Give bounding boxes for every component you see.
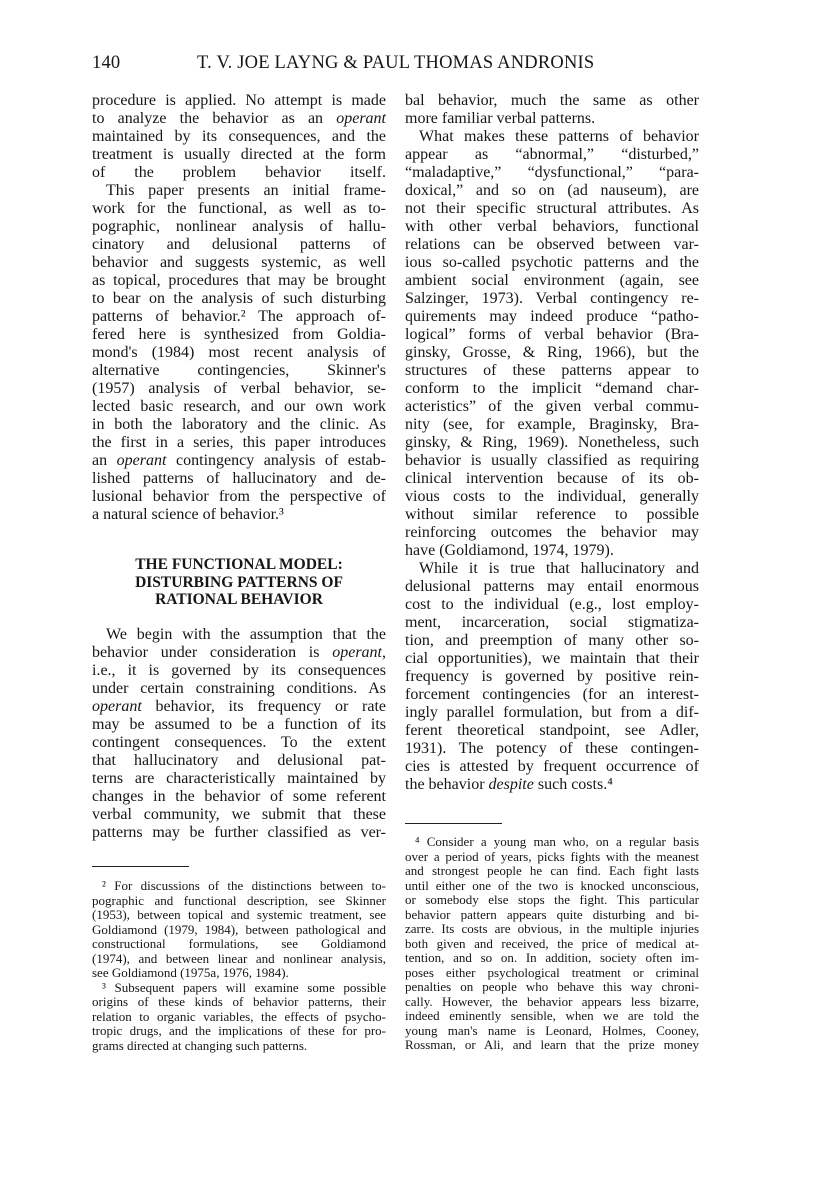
text-line: constructional formulations, see Goldiamond — [92, 936, 386, 951]
footnote-divider — [405, 823, 502, 824]
text-line: operant behavior, its frequency or rate — [92, 697, 386, 715]
text-line: tropic drugs, and the implications of these for pro- — [92, 1023, 386, 1038]
text-line: vious costs to the individual, generally — [405, 488, 699, 505]
left-column — [92, 92, 386, 842]
footnote-3 — [92, 981, 386, 1054]
paragraph — [92, 182, 386, 524]
text-line: and strongest people he can find. Each fight lasts — [405, 863, 699, 878]
text-line: not their specific structural attributes. As — [405, 200, 699, 217]
text-line: ² For discussions of the distinctions between to- — [102, 878, 386, 893]
text-line: cies is attested by frequent occurrence of — [405, 758, 699, 775]
text-line: procedure is applied. No attempt is made — [92, 92, 386, 109]
text-line: origins of these kinds of behavior patterns, their — [92, 994, 386, 1009]
text-line: behavior under consideration is operant, — [92, 643, 386, 661]
text-line: the behavior despite such costs.⁴ — [405, 776, 613, 793]
text-line: logical” forms of verbal behavior (Bra- — [405, 326, 699, 343]
text-line: i.e., it is governed by its consequences — [92, 661, 386, 679]
text-line: forcement contingencies (for an interest- — [405, 686, 699, 703]
section-heading-line: RATIONAL BEHAVIOR — [155, 591, 323, 608]
section-heading-line: DISTURBING PATTERNS OF — [135, 573, 343, 591]
text-line: relation to organic variables, the effects of psycho- — [92, 1008, 386, 1024]
italic-word: operant — [332, 643, 382, 661]
text-line: tion, and preemption of many other so- — [405, 632, 699, 649]
text-line: penalties on people who behave this way chroni- — [405, 979, 699, 994]
text-line: acteristics” of the given verbal commu- — [405, 398, 699, 415]
text-line: doxical,” and so on (ad nauseum), are — [405, 182, 699, 199]
text-line: an operant contingency analysis of estab- — [92, 452, 386, 469]
text-line: delusional patterns may entail enormous — [405, 578, 699, 595]
text-line: ambient social environment (again, see — [405, 272, 699, 289]
text-line: bal behavior, much the same as other — [405, 92, 699, 109]
text-line: alternative contingencies, Skinner's — [92, 362, 386, 379]
text-line: fered here is synthesized from Goldia- — [92, 326, 386, 343]
text-line: to bear on the analysis of such disturbing — [92, 290, 386, 307]
footnote-divider — [92, 866, 189, 867]
footnote-4 — [405, 835, 699, 1053]
italic-word: operant — [336, 110, 386, 127]
text-line: behavior is usually classified as requiring — [405, 452, 699, 469]
text-line: under certain constraining conditions. As — [92, 679, 386, 697]
italic-word: despite — [488, 776, 534, 793]
text-line: or somebody else stops the fight. This particular — [405, 892, 699, 907]
text-line: ferent theoretical standpoint, see Adler, — [405, 722, 699, 739]
text-line: ingly parallel formulation, but from a dif- — [405, 704, 699, 721]
text-line: Salzinger, 1973). Verbal contingency re- — [405, 290, 699, 307]
paragraph — [405, 92, 699, 128]
text-line: (1953), between topical and systemic treatment, see — [92, 907, 386, 922]
italic-word: operant — [92, 697, 142, 715]
footnotes-right — [405, 835, 699, 1053]
text-line: pographic and functional description, see Skinner — [92, 892, 386, 908]
paragraph — [92, 92, 386, 182]
text-line: ginsky, Grosse, & Ring, 1966), but the — [405, 344, 699, 361]
text-line: We begin with the assumption that the — [106, 625, 386, 643]
text-line: indeed eminently sensible, when we are told the — [405, 1008, 699, 1023]
text-line: contingent consequences. To the extent — [92, 733, 386, 751]
text-line: over a period of years, picks fights with the meanest — [405, 848, 699, 864]
text-line: Rossman, or Ali, and learn that the prize money — [405, 1037, 699, 1052]
text-line: in both the laboratory and the clinic. As — [92, 416, 386, 433]
text-line: (1974), and between linear and nonlinear analysis, — [92, 950, 386, 966]
text-line: a natural science of behavior.³ — [92, 506, 284, 523]
text-line: changes in the behavior of some referent — [92, 787, 386, 805]
text-line: until either one of the two is knocked unconscious, — [405, 877, 699, 893]
text-line: conform to the implicit “demand char- — [405, 380, 699, 397]
text-line: patterns may be further classified as ver- — [92, 823, 386, 841]
text-line: While it is true that hallucinatory and — [419, 560, 699, 577]
text-line: work for the functional, as well as to- — [92, 200, 386, 217]
paragraph — [92, 626, 386, 842]
text-line: behavior and suggests systemic, as well — [92, 254, 386, 271]
text-line: lected basic research, and our own work — [92, 398, 386, 415]
text-line: cinatory and delusional patterns of — [92, 236, 386, 253]
text-line: quirements may indeed produce “patho- — [405, 308, 699, 325]
text-line: structures of these patterns appear to — [405, 362, 699, 379]
text-line: cally. However, the behavior appears less bizarre, — [405, 993, 699, 1009]
section-heading — [92, 556, 386, 609]
text-line: more familiar verbal patterns. — [405, 110, 596, 127]
text-line: the first in a series, this paper introduces — [92, 434, 386, 451]
text-line: poses either psychological treatment or criminal — [405, 964, 699, 980]
text-line: as topical, procedures that may be brought — [92, 272, 386, 289]
section-heading-line: THE FUNCTIONAL MODEL: — [135, 556, 343, 573]
text-line: grams directed at changing such patterns. — [92, 1037, 308, 1053]
text-line: ious so-called psychotic patterns and the — [405, 254, 699, 271]
text-line: lusional behavior from the perspective of — [92, 488, 386, 505]
text-line: maintained by its consequences, and the — [92, 128, 386, 145]
text-line: 1931). The potency of these contingen- — [405, 740, 699, 757]
text-line: see Goldiamond (1975a, 1976, 1984). — [92, 965, 289, 980]
text-line: young man's name is Leonard, Holmes, Cooney, — [405, 1022, 699, 1038]
text-line: Goldiamond (1979, 1984), between pathological and — [92, 921, 386, 937]
text-line: patterns of behavior.² The approach of- — [92, 308, 386, 325]
text-line: What makes these patterns of behavior — [419, 128, 699, 145]
text-line: cial opportunities), we maintain that their — [405, 650, 699, 667]
text-line: ment, incarceration, social stigmatiza- — [405, 614, 699, 631]
text-line: zarre. Its costs are obvious, in the multiple injuries — [405, 921, 699, 936]
italic-word: operant — [116, 452, 167, 469]
text-line: terns are characteristically maintained by — [92, 769, 386, 787]
text-line: appear as “abnormal,” “disturbed,” — [405, 146, 699, 163]
right-column — [405, 92, 699, 794]
footnotes-left — [92, 879, 386, 1053]
text-line: mond's (1984) most recent analysis of — [92, 344, 386, 361]
text-line: tention, and so on. In addition, society often im- — [405, 950, 699, 965]
text-line: without similar reference to possible — [405, 506, 699, 523]
footnote-2 — [92, 879, 386, 981]
text-line: (1957) analysis of verbal behavior, se- — [92, 380, 386, 397]
text-line: This paper presents an initial frame- — [106, 182, 386, 199]
text-line: lished patterns of hallucinatory and de- — [92, 470, 386, 487]
page-number: 140 — [92, 53, 121, 73]
text-line: that hallucinatory and delusional pat- — [92, 751, 386, 769]
text-line: cost to the individual (e.g., lost employ- — [405, 596, 699, 613]
text-line: treatment is usually directed at the form — [92, 146, 386, 163]
text-line: have (Goldiamond, 1974, 1979). — [405, 542, 614, 559]
text-line: with other verbal behaviors, functional — [405, 218, 699, 235]
text-line: verbal community, we submit that these — [92, 805, 386, 823]
text-line: nity (see, for example, Braginsky, Bra- — [405, 416, 699, 433]
running-title: T. V. JOE LAYNG & PAUL THOMAS ANDRONIS — [197, 53, 595, 73]
text-line: ⁴ Consider a young man who, on a regular basis — [415, 834, 699, 849]
text-line: ginsky, & Ring, 1969). Nonetheless, such — [405, 434, 699, 451]
text-line: may be assumed to be a function of its — [92, 715, 386, 733]
text-line: “maladaptive,” “dysfunctional,” “para- — [405, 164, 699, 181]
text-line: pographic, nonlinear analysis of hallu- — [92, 218, 386, 235]
text-line: clinical intervention because of its ob- — [405, 470, 699, 487]
text-line: frequency is governed by positive rein- — [405, 668, 699, 685]
text-line: reinforcing outcomes the behavior may — [405, 524, 699, 541]
text-line: behavior pattern appears quite disturbing and bi- — [405, 906, 699, 922]
text-line: ³ Subsequent papers will examine some possible — [102, 979, 386, 995]
text-line: relations can be observed between var- — [405, 236, 699, 253]
text-line: of the problem behavior itself. — [92, 164, 386, 181]
text-line: both given and received, the price of medical at- — [405, 935, 699, 951]
paragraph — [405, 128, 699, 560]
paragraph — [405, 560, 699, 794]
text-line: to analyze the behavior as an operant — [92, 110, 386, 127]
